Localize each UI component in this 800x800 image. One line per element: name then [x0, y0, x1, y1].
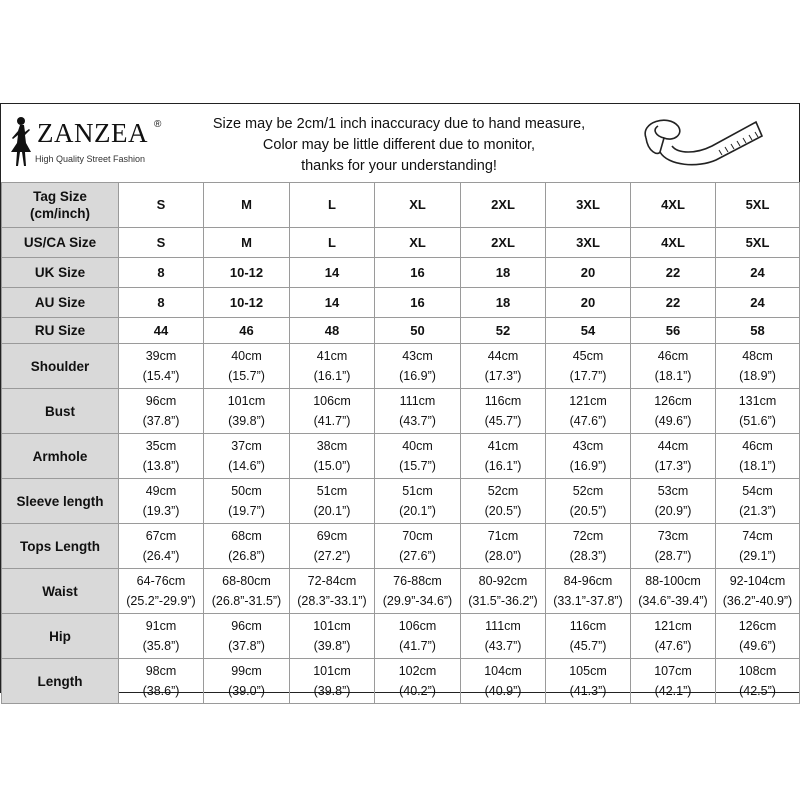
inch-value: (51.6”) [739, 414, 776, 428]
inch-value: (47.6”) [569, 414, 607, 428]
inch-value: (18.1”) [739, 459, 776, 473]
inch-value: (26.8”) [228, 549, 265, 563]
cm-value: 39cm [145, 349, 177, 363]
measure-cell [375, 659, 461, 704]
inch-value: (41.7”) [399, 639, 436, 653]
measure-cell [716, 344, 800, 389]
size-value: XL [375, 183, 461, 228]
inch-value: (42.5”) [739, 684, 776, 698]
size-row-us-ca-size [2, 228, 800, 258]
cm-value: 126cm [738, 619, 777, 633]
size-value: 8 [119, 258, 204, 288]
size-value: 58 [716, 318, 800, 344]
inch-value: (40.9”) [484, 684, 522, 698]
measure-row-bust [2, 389, 800, 434]
cm-value: 72cm [572, 529, 604, 543]
inch-value: (27.2”) [313, 549, 351, 563]
measure-cell [119, 389, 204, 434]
cm-value: 98cm [145, 664, 177, 678]
measure-cell [375, 344, 461, 389]
measure-cell [375, 479, 461, 524]
size-value: 2XL [461, 183, 546, 228]
row-label [2, 288, 119, 318]
measure-cell [546, 344, 631, 389]
inch-value: (15.4”) [142, 369, 180, 383]
size-table-body [2, 183, 800, 704]
row-label: Tops Length [2, 524, 119, 569]
size-value: 24 [716, 258, 800, 288]
size-table [1, 182, 800, 704]
inch-value: (36.2”-40.9”) [722, 594, 793, 608]
row-label: Bust [2, 389, 119, 434]
measure-cell [204, 659, 290, 704]
measure-cell [290, 659, 375, 704]
measure-cell [290, 434, 375, 479]
measure-row-length [2, 659, 800, 704]
measure-row-sleeve-length [2, 479, 800, 524]
inch-value: (31.5”-36.2”) [468, 594, 538, 608]
measure-cell [546, 479, 631, 524]
cm-value: 106cm [313, 394, 351, 408]
cm-value: 43cm [402, 349, 433, 363]
measure-cell [375, 434, 461, 479]
measure-cell [119, 344, 204, 389]
notice-line: thanks for your understanding! [301, 158, 497, 174]
measure-cell [375, 614, 461, 659]
inch-value: (13.8”) [142, 459, 180, 473]
cm-value: 84-96cm [563, 574, 613, 588]
cm-value: 68-80cm [222, 574, 271, 588]
size-value: 56 [631, 318, 716, 344]
row-label-line: (cm/inch) [29, 206, 90, 221]
inch-value: (15.0”) [313, 459, 351, 473]
size-value: 5XL [716, 183, 800, 228]
cm-value: 102cm [398, 664, 437, 678]
brand-logo [7, 116, 192, 171]
measure-cell [204, 614, 290, 659]
inch-value: (37.8”) [142, 414, 180, 428]
inch-value: (20.1”) [399, 504, 436, 518]
measure-cell [461, 614, 546, 659]
cm-value: 73cm [657, 529, 689, 543]
cm-value: 74cm [742, 529, 773, 543]
inch-value: (39.8”) [313, 684, 351, 698]
measure-cell [119, 479, 204, 524]
notice-line: Color may be little different due to monitor, [262, 137, 536, 153]
row-label [2, 258, 119, 288]
inch-value: (20.5”) [484, 504, 522, 518]
cm-value: 96cm [231, 619, 262, 633]
inch-value: (16.1”) [313, 369, 351, 383]
cm-value: 70cm [402, 529, 433, 543]
cm-value: 101cm [227, 394, 266, 408]
inch-value: (19.7”) [228, 504, 265, 518]
inch-value: (18.1”) [654, 369, 692, 383]
inch-value: (20.5”) [569, 504, 607, 518]
inch-value: (45.7”) [569, 639, 607, 653]
cm-value: 92-104cm [729, 574, 786, 588]
cm-value: 54cm [742, 484, 773, 498]
woman-silhouette-icon [7, 116, 33, 168]
inch-value: (45.7”) [484, 414, 522, 428]
inch-value: (29.1”) [739, 549, 776, 563]
size-value: M [204, 183, 290, 228]
measure-cell [204, 434, 290, 479]
measure-cell [631, 569, 716, 614]
measure-row-tops-length [2, 524, 800, 569]
measure-cell [204, 479, 290, 524]
measure-cell [631, 344, 716, 389]
cm-value: 52cm [487, 484, 519, 498]
inch-value: (20.9”) [654, 504, 692, 518]
measure-cell [716, 434, 800, 479]
measure-cell [631, 659, 716, 704]
inch-value: (15.7”) [228, 369, 265, 383]
size-value: XL [375, 228, 461, 258]
cm-value: 53cm [657, 484, 689, 498]
cm-value: 111cm [485, 619, 521, 633]
inch-value: (43.7”) [484, 639, 522, 653]
inch-value: (39.8”) [228, 414, 265, 428]
measure-cell [375, 524, 461, 569]
cm-value: 46cm [742, 439, 773, 453]
inch-value: (41.7”) [313, 414, 351, 428]
brand-tagline: High Quality Street Fashion [35, 154, 146, 164]
measure-cell [546, 569, 631, 614]
size-value: 44 [119, 318, 204, 344]
inch-value: (25.2”-29.9”) [126, 594, 196, 608]
cm-value: 116cm [569, 619, 607, 633]
cm-value: 68cm [231, 529, 262, 543]
size-row-uk-size [2, 258, 800, 288]
measure-cell [631, 434, 716, 479]
inch-value: (17.3”) [654, 459, 692, 473]
inch-value: (14.6”) [228, 459, 265, 473]
cm-value: 116cm [484, 394, 522, 408]
inch-value: (41.3”) [569, 684, 607, 698]
cm-value: 96cm [145, 394, 177, 408]
cm-value: 40cm [402, 439, 433, 453]
inch-value: (17.7”) [569, 369, 607, 383]
measure-cell [461, 479, 546, 524]
cm-value: 91cm [145, 619, 177, 633]
size-row-tag-size [2, 183, 800, 228]
inch-value: (16.1”) [484, 459, 522, 473]
cm-value: 101cm [313, 664, 351, 678]
size-value: 14 [290, 288, 375, 318]
size-value: 22 [631, 258, 716, 288]
brand-name: ZANZEA [37, 118, 148, 148]
measure-cell [204, 524, 290, 569]
measure-cell [119, 569, 204, 614]
size-value: S [119, 183, 204, 228]
cm-value: 99cm [231, 664, 262, 678]
row-label-line: AU Size [34, 295, 86, 310]
inch-value: (47.6”) [654, 639, 692, 653]
inch-value: (39.0”) [228, 684, 265, 698]
measure-row-hip [2, 614, 800, 659]
inch-value: (19.3”) [142, 504, 180, 518]
measure-cell [716, 569, 800, 614]
size-value: 48 [290, 318, 375, 344]
size-row-ru-size [2, 318, 800, 344]
measure-cell [716, 524, 800, 569]
inch-value: (28.3”) [569, 549, 607, 563]
measure-cell [716, 614, 800, 659]
inch-value: (17.3”) [484, 369, 522, 383]
measure-cell [375, 389, 461, 434]
size-value: 18 [461, 258, 546, 288]
size-value: 5XL [716, 228, 800, 258]
row-label [2, 318, 119, 344]
measure-cell [290, 389, 375, 434]
measure-cell [119, 434, 204, 479]
measure-cell [716, 389, 800, 434]
row-label: Hip [2, 614, 119, 659]
measuring-tape-icon [638, 108, 768, 176]
measure-cell [461, 524, 546, 569]
measure-cell [461, 569, 546, 614]
measure-cell [290, 344, 375, 389]
inch-value: (28.7”) [654, 549, 692, 563]
cm-value: 49cm [145, 484, 177, 498]
cm-value: 80-92cm [478, 574, 528, 588]
size-value: 2XL [461, 228, 546, 258]
inch-value: (16.9”) [399, 369, 436, 383]
size-value: L [290, 228, 375, 258]
row-label-line: RU Size [34, 323, 86, 338]
cm-value: 41cm [316, 349, 348, 363]
size-value: 54 [546, 318, 631, 344]
size-value: 4XL [631, 228, 716, 258]
measurement-notice [189, 114, 609, 177]
size-value: 3XL [546, 228, 631, 258]
cm-value: 69cm [316, 529, 348, 543]
inch-value: (38.6”) [142, 684, 180, 698]
cm-value: 121cm [569, 394, 607, 408]
size-value: 46 [204, 318, 290, 344]
measure-cell [631, 389, 716, 434]
measure-row-shoulder [2, 344, 800, 389]
cm-value: 108cm [738, 664, 777, 678]
inch-value: (18.9”) [739, 369, 776, 383]
size-value: 22 [631, 288, 716, 318]
cm-value: 52cm [572, 484, 604, 498]
row-label: Waist [2, 569, 119, 614]
inch-value: (35.8”) [142, 639, 180, 653]
measure-cell [461, 389, 546, 434]
size-value: 10-12 [204, 258, 290, 288]
row-label: Armhole [2, 434, 119, 479]
measure-cell [290, 524, 375, 569]
measure-cell [290, 569, 375, 614]
size-value: 3XL [546, 183, 631, 228]
row-label-line: US/CA Size [23, 235, 97, 250]
cm-value: 44cm [487, 349, 519, 363]
size-value: 4XL [631, 183, 716, 228]
cm-value: 126cm [654, 394, 692, 408]
measure-cell [375, 569, 461, 614]
inch-value: (21.3”) [739, 504, 776, 518]
size-value: 8 [119, 288, 204, 318]
inch-value: (16.9”) [569, 459, 607, 473]
cm-value: 71cm [487, 529, 519, 543]
measure-cell [546, 389, 631, 434]
measure-cell [716, 659, 800, 704]
measure-cell [204, 389, 290, 434]
size-value: 18 [461, 288, 546, 318]
size-value: 50 [375, 318, 461, 344]
cm-value: 50cm [231, 484, 262, 498]
inch-value: (42.1”) [654, 684, 692, 698]
row-label [2, 183, 119, 228]
cm-value: 111cm [399, 394, 436, 408]
inch-value: (49.6”) [654, 414, 692, 428]
inch-value: (26.4”) [142, 549, 180, 563]
inch-value: (49.6”) [739, 639, 776, 653]
cm-value: 72-84cm [307, 574, 357, 588]
size-value: M [204, 228, 290, 258]
inch-value: (40.2”) [399, 684, 436, 698]
cm-value: 88-100cm [645, 574, 701, 588]
size-value: S [119, 228, 204, 258]
size-chart-header [1, 104, 799, 181]
cm-value: 35cm [145, 439, 177, 453]
cm-value: 38cm [316, 439, 348, 453]
measure-cell [461, 659, 546, 704]
measure-row-armhole [2, 434, 800, 479]
size-row-au-size [2, 288, 800, 318]
measure-cell [461, 344, 546, 389]
measure-cell [461, 434, 546, 479]
row-label: Shoulder [2, 344, 119, 389]
measure-row-waist [2, 569, 800, 614]
measure-cell [204, 344, 290, 389]
row-label: Sleeve length [2, 479, 119, 524]
cm-value: 76-88cm [393, 574, 442, 588]
inch-value: (28.3”-33.1”) [297, 594, 367, 608]
size-value: 14 [290, 258, 375, 288]
measure-cell [546, 524, 631, 569]
measure-cell [546, 659, 631, 704]
cm-value: 106cm [398, 619, 437, 633]
size-value: 52 [461, 318, 546, 344]
inch-value: (20.1”) [313, 504, 351, 518]
cm-value: 37cm [231, 439, 262, 453]
cm-value: 64-76cm [136, 574, 186, 588]
cm-value: 48cm [742, 349, 773, 363]
measure-cell [290, 479, 375, 524]
cm-value: 104cm [484, 664, 522, 678]
size-value: 16 [375, 258, 461, 288]
cm-value: 46cm [657, 349, 689, 363]
inch-value: (26.8”-31.5”) [211, 594, 282, 608]
measure-cell [204, 569, 290, 614]
measure-cell [546, 434, 631, 479]
measure-cell [119, 614, 204, 659]
measure-cell [290, 614, 375, 659]
size-value: 24 [716, 288, 800, 318]
cm-value: 101cm [313, 619, 351, 633]
inch-value: (43.7”) [399, 414, 436, 428]
inch-value: (29.9”-34.6”) [382, 594, 453, 608]
row-label-line: Tag Size [33, 189, 87, 204]
inch-value: (37.8”) [228, 639, 265, 653]
cm-value: 107cm [654, 664, 692, 678]
inch-value: (39.8”) [313, 639, 351, 653]
notice-line: Size may be 2cm/1 inch inaccuracy due to hand measure, [212, 116, 586, 132]
inch-value: (15.7”) [399, 459, 436, 473]
row-label-line: UK Size [34, 265, 86, 280]
cm-value: 67cm [145, 529, 177, 543]
cm-value: 105cm [569, 664, 607, 678]
inch-value: (28.0”) [484, 549, 522, 563]
cm-value: 41cm [487, 439, 519, 453]
inch-value: (34.6”-39.4”) [638, 594, 708, 608]
size-value: 16 [375, 288, 461, 318]
registered-mark: ® [154, 119, 162, 130]
inch-value: (27.6”) [399, 549, 436, 563]
measure-cell [119, 524, 204, 569]
size-value: 10-12 [204, 288, 290, 318]
row-label: Length [2, 659, 119, 704]
cm-value: 131cm [738, 394, 777, 408]
measure-cell [546, 614, 631, 659]
measure-cell [631, 479, 716, 524]
measure-cell [631, 524, 716, 569]
measure-cell [716, 479, 800, 524]
size-value: 20 [546, 258, 631, 288]
measure-cell [631, 614, 716, 659]
row-label [2, 228, 119, 258]
measure-cell [119, 659, 204, 704]
cm-value: 51cm [402, 484, 433, 498]
cm-value: 44cm [657, 439, 689, 453]
size-value: 20 [546, 288, 631, 318]
inch-value: (33.1”-37.8”) [553, 594, 623, 608]
cm-value: 43cm [572, 439, 604, 453]
cm-value: 45cm [572, 349, 604, 363]
size-value: L [290, 183, 375, 228]
cm-value: 51cm [316, 484, 348, 498]
cm-value: 40cm [231, 349, 262, 363]
cm-value: 121cm [654, 619, 692, 633]
